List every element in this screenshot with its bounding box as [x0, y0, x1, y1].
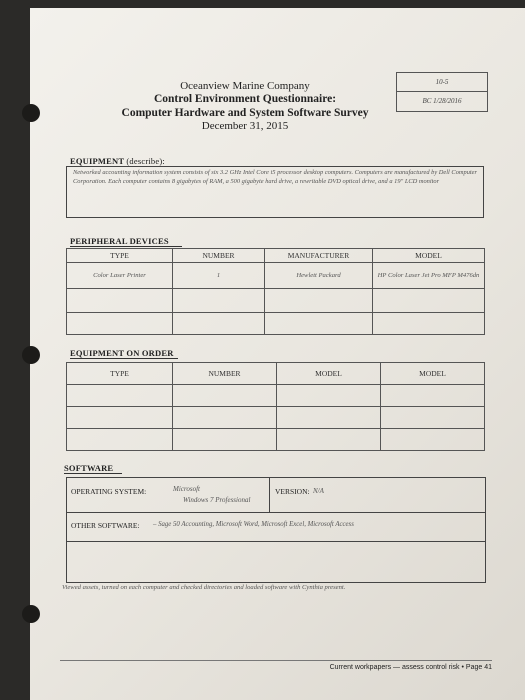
version-value: N/A: [313, 487, 324, 495]
col-header-model: MODEL: [277, 363, 381, 385]
other-software-label: OTHER SOFTWARE:: [71, 521, 140, 530]
table-row: [67, 313, 485, 335]
other-software-row: [67, 513, 485, 542]
order-table: [66, 362, 485, 451]
table-header-row: [67, 363, 485, 385]
equipment-label-text: EQUIPMENT: [70, 156, 125, 166]
reference-code: 10-5: [397, 73, 487, 92]
equipment-sublabel: (describe):: [126, 156, 165, 166]
page-number: Page 41: [465, 664, 492, 671]
col-header-model: MODEL: [373, 249, 485, 263]
table-row: [67, 429, 485, 451]
col-header-model-2: MODEL: [381, 363, 485, 385]
reference-box: [396, 72, 488, 112]
title-line-2: Computer Hardware and System Software Survey: [121, 107, 369, 119]
col-header-number: NUMBER: [173, 249, 265, 263]
equipment-label: [70, 156, 165, 166]
col-header-type: TYPE: [67, 363, 173, 385]
os-version-divider: [269, 478, 270, 512]
table-row: [67, 263, 485, 289]
software-underline: [64, 473, 122, 474]
binder-hole: [22, 605, 40, 623]
software-blank-row: [67, 542, 485, 582]
order-underline: [70, 358, 178, 359]
auditor-note: Viewed assets, turned on each computer and checked directories and loaded software with Cynthia present.: [62, 584, 346, 591]
os-label: OPERATING SYSTEM:: [71, 487, 147, 496]
os-row: [67, 478, 485, 513]
os-value-line-1: Microsoft: [173, 485, 200, 493]
table-row: [67, 385, 485, 407]
table-row: [67, 289, 485, 313]
col-header-number: NUMBER: [173, 363, 277, 385]
footer-rule: [60, 660, 492, 661]
footer-text: Current workpapers — assess control risk: [329, 664, 460, 671]
title-line-1: Control Environment Questionnaire:: [153, 93, 337, 105]
peripheral-label: PERIPHERAL DEVICES: [70, 236, 169, 246]
software-label: SOFTWARE: [64, 463, 114, 473]
cell-model: HP Color Laser Jet Pro MFP M476dn: [373, 263, 485, 289]
col-header-type: TYPE: [67, 249, 173, 263]
order-label: EQUIPMENT ON ORDER: [70, 348, 174, 358]
cell-manufacturer: Hewlett Packard: [265, 263, 373, 289]
version-label: VERSION:: [275, 487, 310, 496]
table-row: [67, 407, 485, 429]
col-header-manufacturer: MANUFACTURER: [265, 249, 373, 263]
os-value-line-2: Windows 7 Professional: [183, 496, 251, 504]
company-name: Oceanview Marine Company: [180, 80, 310, 92]
page-footer: [292, 664, 492, 671]
other-software-value: – Sage 50 Accounting, Microsoft Word, Microsoft Excel, Microsoft Access: [153, 521, 354, 528]
equipment-description: Networked accounting information system consists of six 3.2 GHz Intel Core i5 processor desktop computers. Computers are manufactured by Dell Computer Corporation. Each computer contains 8 gigabytes of RAM, a 500 gigabyte hard drive, a rewritable DVD optical drive, and a 19" LCD monitor: [66, 166, 484, 218]
binder-hole: [22, 104, 40, 122]
peripheral-underline: [70, 246, 182, 247]
table-header-row: [67, 249, 485, 263]
document-header: [100, 80, 390, 132]
software-box: [66, 477, 486, 583]
cell-type: Color Laser Printer: [67, 263, 173, 289]
reference-initials-date: BC 1/28/2016: [422, 97, 462, 105]
footer-bullet: •: [461, 664, 464, 671]
binder-hole: [22, 346, 40, 364]
peripheral-table: [66, 248, 485, 335]
document-date: December 31, 2015: [201, 120, 289, 132]
cell-number: 1: [173, 263, 265, 289]
